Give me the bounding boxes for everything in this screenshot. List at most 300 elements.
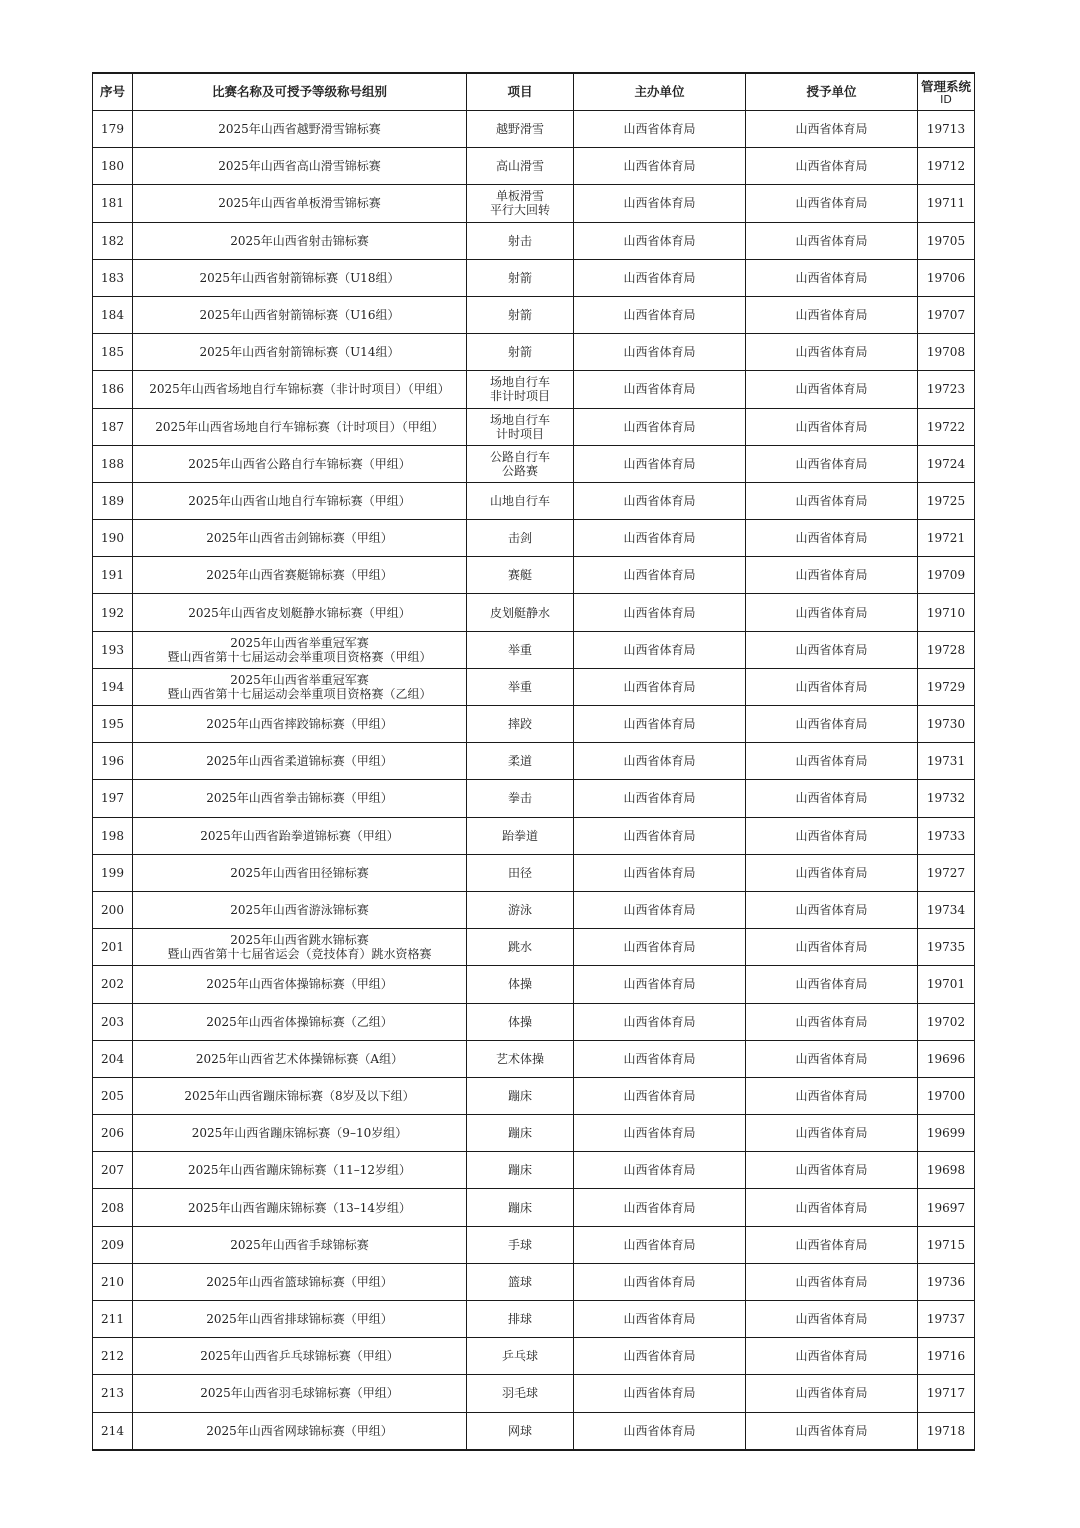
cell-system-id: 19737 bbox=[918, 1301, 975, 1338]
cell-name bbox=[133, 594, 467, 631]
cell-event bbox=[467, 1077, 574, 1114]
cell-event bbox=[467, 185, 574, 222]
cell-event-line: 排球 bbox=[507, 1312, 532, 1327]
cell-system-id: 19725 bbox=[918, 482, 975, 519]
cell-granter: 山西省体育局 bbox=[746, 222, 918, 259]
cell-name bbox=[133, 111, 467, 148]
cell-name bbox=[133, 1115, 467, 1152]
cell-seq: 180 bbox=[93, 148, 133, 185]
cell-host: 山西省体育局 bbox=[574, 371, 746, 408]
cell-event bbox=[467, 222, 574, 259]
cell-system-id: 19699 bbox=[918, 1115, 975, 1152]
cell-system-id: 19722 bbox=[918, 408, 975, 445]
cell-host: 山西省体育局 bbox=[574, 482, 746, 519]
cell-name bbox=[133, 1375, 467, 1412]
table-header bbox=[93, 73, 975, 111]
cell-name bbox=[133, 1338, 467, 1375]
cell-host: 山西省体育局 bbox=[574, 1077, 746, 1114]
cell-name-line: 2025年山西省射箭锦标赛（U18组） bbox=[199, 270, 400, 285]
cell-event-line: 赛艇 bbox=[507, 568, 532, 583]
cell-name bbox=[133, 706, 467, 743]
cell-name bbox=[133, 743, 467, 780]
cell-name bbox=[133, 1412, 467, 1450]
cell-seq: 203 bbox=[93, 1003, 133, 1040]
table-row bbox=[93, 111, 975, 148]
table-row bbox=[93, 1338, 975, 1375]
competition-table bbox=[92, 72, 975, 1451]
cell-name-line: 2025年山西省越野滑雪锦标赛 bbox=[218, 122, 381, 137]
cell-event bbox=[467, 259, 574, 296]
cell-name-line: 2025年山西省摔跤锦标赛（甲组） bbox=[206, 717, 393, 732]
cell-system-id: 19697 bbox=[918, 1189, 975, 1226]
cell-host: 山西省体育局 bbox=[574, 259, 746, 296]
cell-seq: 201 bbox=[93, 929, 133, 966]
cell-event-line: 单板滑雪 bbox=[495, 189, 544, 204]
cell-seq: 185 bbox=[93, 334, 133, 371]
cell-event-line: 体操 bbox=[507, 977, 532, 992]
header-system-id-line1: 管理系统 bbox=[920, 78, 971, 94]
cell-system-id: 19732 bbox=[918, 780, 975, 817]
cell-name-line: 2025年山西省蹦床锦标赛（8岁及以下组） bbox=[184, 1088, 415, 1103]
cell-granter: 山西省体育局 bbox=[746, 1263, 918, 1300]
cell-seq: 193 bbox=[93, 631, 133, 668]
cell-event-line: 蹦床 bbox=[507, 1163, 532, 1178]
table-row bbox=[93, 854, 975, 891]
cell-seq: 179 bbox=[93, 111, 133, 148]
cell-seq: 206 bbox=[93, 1115, 133, 1152]
cell-event bbox=[467, 594, 574, 631]
cell-seq: 207 bbox=[93, 1152, 133, 1189]
cell-event-line: 计时项目 bbox=[495, 426, 544, 441]
cell-host: 山西省体育局 bbox=[574, 594, 746, 631]
table-row bbox=[93, 631, 975, 668]
table-row bbox=[93, 1189, 975, 1226]
cell-system-id: 19729 bbox=[918, 668, 975, 705]
cell-host: 山西省体育局 bbox=[574, 929, 746, 966]
cell-granter: 山西省体育局 bbox=[746, 891, 918, 928]
cell-seq: 183 bbox=[93, 259, 133, 296]
cell-system-id: 19702 bbox=[918, 1003, 975, 1040]
cell-system-id: 19705 bbox=[918, 222, 975, 259]
cell-name bbox=[133, 1152, 467, 1189]
cell-name bbox=[133, 1040, 467, 1077]
cell-host: 山西省体育局 bbox=[574, 557, 746, 594]
cell-seq: 196 bbox=[93, 743, 133, 780]
header-name: 比赛名称及可授予等级称号组别 bbox=[133, 73, 467, 111]
cell-granter: 山西省体育局 bbox=[746, 706, 918, 743]
cell-event-line: 公路自行车 bbox=[489, 449, 550, 464]
cell-host: 山西省体育局 bbox=[574, 1226, 746, 1263]
cell-granter: 山西省体育局 bbox=[746, 966, 918, 1003]
cell-host: 山西省体育局 bbox=[574, 668, 746, 705]
table-row bbox=[93, 445, 975, 482]
cell-event bbox=[467, 780, 574, 817]
table-row bbox=[93, 594, 975, 631]
cell-name bbox=[133, 854, 467, 891]
cell-event bbox=[467, 1412, 574, 1450]
cell-system-id: 19706 bbox=[918, 259, 975, 296]
cell-event-line: 柔道 bbox=[507, 754, 532, 769]
header-system-id bbox=[918, 73, 975, 111]
cell-event bbox=[467, 296, 574, 333]
cell-seq: 186 bbox=[93, 371, 133, 408]
cell-event bbox=[467, 111, 574, 148]
cell-name-line: 2025年山西省蹦床锦标赛（9–10岁组） bbox=[191, 1126, 408, 1141]
cell-event-line: 篮球 bbox=[507, 1274, 532, 1289]
cell-name-line: 2025年山西省公路自行车锦标赛（甲组） bbox=[188, 456, 411, 471]
cell-event bbox=[467, 334, 574, 371]
table-row bbox=[93, 1375, 975, 1412]
cell-granter: 山西省体育局 bbox=[746, 631, 918, 668]
table-row bbox=[93, 1077, 975, 1114]
cell-system-id: 19731 bbox=[918, 743, 975, 780]
cell-event-line: 摔跤 bbox=[507, 717, 532, 732]
cell-event bbox=[467, 631, 574, 668]
cell-seq: 184 bbox=[93, 296, 133, 333]
cell-name-line: 暨山西省第十七届运动会举重项目资格赛（甲组） bbox=[167, 649, 432, 664]
cell-host: 山西省体育局 bbox=[574, 891, 746, 928]
cell-name bbox=[133, 408, 467, 445]
cell-name bbox=[133, 520, 467, 557]
cell-granter: 山西省体育局 bbox=[746, 296, 918, 333]
cell-system-id: 19696 bbox=[918, 1040, 975, 1077]
table-row bbox=[93, 185, 975, 222]
table-row bbox=[93, 408, 975, 445]
cell-event bbox=[467, 1189, 574, 1226]
table-row bbox=[93, 668, 975, 705]
cell-host: 山西省体育局 bbox=[574, 445, 746, 482]
table-row bbox=[93, 817, 975, 854]
table-row bbox=[93, 1301, 975, 1338]
cell-event-line: 跳水 bbox=[507, 940, 532, 955]
header-row bbox=[93, 73, 975, 111]
cell-host: 山西省体育局 bbox=[574, 706, 746, 743]
cell-granter: 山西省体育局 bbox=[746, 668, 918, 705]
cell-granter: 山西省体育局 bbox=[746, 259, 918, 296]
cell-host: 山西省体育局 bbox=[574, 966, 746, 1003]
cell-name-line: 2025年山西省蹦床锦标赛（11–12岁组） bbox=[187, 1163, 412, 1178]
cell-seq: 192 bbox=[93, 594, 133, 631]
cell-system-id: 19733 bbox=[918, 817, 975, 854]
cell-name-line: 2025年山西省游泳锦标赛 bbox=[230, 903, 369, 918]
cell-name bbox=[133, 668, 467, 705]
cell-host: 山西省体育局 bbox=[574, 817, 746, 854]
cell-seq: 197 bbox=[93, 780, 133, 817]
cell-name bbox=[133, 817, 467, 854]
cell-event bbox=[467, 482, 574, 519]
cell-event-line: 平行大回转 bbox=[489, 203, 550, 218]
table-row bbox=[93, 371, 975, 408]
cell-granter: 山西省体育局 bbox=[746, 148, 918, 185]
cell-system-id: 19711 bbox=[918, 185, 975, 222]
cell-seq: 190 bbox=[93, 520, 133, 557]
table-row bbox=[93, 780, 975, 817]
cell-name-line: 2025年山西省跆拳道锦标赛（甲组） bbox=[200, 828, 399, 843]
cell-event-line: 蹦床 bbox=[507, 1126, 532, 1141]
cell-system-id: 19708 bbox=[918, 334, 975, 371]
cell-system-id: 19716 bbox=[918, 1338, 975, 1375]
cell-host: 山西省体育局 bbox=[574, 185, 746, 222]
cell-name bbox=[133, 1077, 467, 1114]
table-row bbox=[93, 557, 975, 594]
cell-seq: 188 bbox=[93, 445, 133, 482]
cell-name bbox=[133, 482, 467, 519]
cell-granter: 山西省体育局 bbox=[746, 371, 918, 408]
cell-system-id: 19715 bbox=[918, 1226, 975, 1263]
cell-name bbox=[133, 296, 467, 333]
cell-granter: 山西省体育局 bbox=[746, 445, 918, 482]
table-row bbox=[93, 148, 975, 185]
cell-name bbox=[133, 445, 467, 482]
cell-granter: 山西省体育局 bbox=[746, 780, 918, 817]
cell-event bbox=[467, 891, 574, 928]
cell-host: 山西省体育局 bbox=[574, 296, 746, 333]
cell-system-id: 19724 bbox=[918, 445, 975, 482]
cell-name-line: 2025年山西省皮划艇静水锦标赛（甲组） bbox=[188, 605, 411, 620]
cell-event-line: 射击 bbox=[507, 233, 532, 248]
cell-system-id: 19728 bbox=[918, 631, 975, 668]
cell-name-line: 2025年山西省乒乓球锦标赛（甲组） bbox=[200, 1349, 399, 1364]
cell-name-line: 2025年山西省场地自行车锦标赛（计时项目）（甲组） bbox=[155, 419, 444, 434]
cell-host: 山西省体育局 bbox=[574, 780, 746, 817]
cell-host: 山西省体育局 bbox=[574, 148, 746, 185]
cell-seq: 199 bbox=[93, 854, 133, 891]
table-row bbox=[93, 222, 975, 259]
cell-seq: 202 bbox=[93, 966, 133, 1003]
cell-event-line: 场地自行车 bbox=[489, 412, 550, 427]
cell-host: 山西省体育局 bbox=[574, 1115, 746, 1152]
cell-host: 山西省体育局 bbox=[574, 1263, 746, 1300]
cell-name-line: 2025年山西省柔道锦标赛（甲组） bbox=[206, 754, 393, 769]
cell-event-line: 场地自行车 bbox=[489, 375, 550, 390]
table-row bbox=[93, 929, 975, 966]
cell-host: 山西省体育局 bbox=[574, 1189, 746, 1226]
cell-name-line: 暨山西省第十七届运动会举重项目资格赛（乙组） bbox=[167, 686, 432, 701]
cell-seq: 194 bbox=[93, 668, 133, 705]
cell-name bbox=[133, 1301, 467, 1338]
cell-granter: 山西省体育局 bbox=[746, 1338, 918, 1375]
cell-name bbox=[133, 631, 467, 668]
cell-granter: 山西省体育局 bbox=[746, 185, 918, 222]
cell-event bbox=[467, 148, 574, 185]
cell-granter: 山西省体育局 bbox=[746, 929, 918, 966]
cell-name-line: 2025年山西省篮球锦标赛（甲组） bbox=[206, 1274, 393, 1289]
cell-system-id: 19721 bbox=[918, 520, 975, 557]
cell-event bbox=[467, 1115, 574, 1152]
cell-granter: 山西省体育局 bbox=[746, 594, 918, 631]
cell-name bbox=[133, 371, 467, 408]
cell-event-line: 射箭 bbox=[507, 270, 532, 285]
table-row bbox=[93, 1412, 975, 1450]
cell-system-id: 19734 bbox=[918, 891, 975, 928]
cell-name-line: 2025年山西省射箭锦标赛（U16组） bbox=[199, 308, 400, 323]
cell-granter: 山西省体育局 bbox=[746, 854, 918, 891]
header-system-id-line2: ID bbox=[940, 92, 952, 106]
cell-event bbox=[467, 854, 574, 891]
table-row bbox=[93, 706, 975, 743]
cell-name-line: 暨山西省第十七届省运会（竞技体育）跳水资格赛 bbox=[167, 947, 432, 962]
cell-name-line: 2025年山西省拳击锦标赛（甲组） bbox=[206, 791, 393, 806]
cell-granter: 山西省体育局 bbox=[746, 1077, 918, 1114]
cell-seq: 209 bbox=[93, 1226, 133, 1263]
cell-name bbox=[133, 891, 467, 928]
cell-event-line: 山地自行车 bbox=[489, 493, 550, 508]
cell-host: 山西省体育局 bbox=[574, 1375, 746, 1412]
cell-name bbox=[133, 780, 467, 817]
cell-host: 山西省体育局 bbox=[574, 631, 746, 668]
cell-name bbox=[133, 929, 467, 966]
cell-event bbox=[467, 1263, 574, 1300]
cell-granter: 山西省体育局 bbox=[746, 557, 918, 594]
table-row bbox=[93, 1263, 975, 1300]
cell-seq: 198 bbox=[93, 817, 133, 854]
cell-event-line: 蹦床 bbox=[507, 1200, 532, 1215]
cell-event-line: 射箭 bbox=[507, 308, 532, 323]
cell-seq: 182 bbox=[93, 222, 133, 259]
cell-name-line: 2025年山西省蹦床锦标赛（13–14岁组） bbox=[187, 1200, 412, 1215]
cell-system-id: 19717 bbox=[918, 1375, 975, 1412]
cell-granter: 山西省体育局 bbox=[746, 1412, 918, 1450]
table-row bbox=[93, 259, 975, 296]
cell-name-line: 2025年山西省击剑锦标赛（甲组） bbox=[206, 531, 393, 546]
cell-name bbox=[133, 222, 467, 259]
cell-event-line: 跆拳道 bbox=[501, 828, 538, 843]
cell-event bbox=[467, 929, 574, 966]
cell-event bbox=[467, 743, 574, 780]
cell-system-id: 19701 bbox=[918, 966, 975, 1003]
cell-name-line: 2025年山西省射箭锦标赛（U14组） bbox=[199, 345, 400, 360]
cell-event-line: 拳击 bbox=[507, 791, 532, 806]
cell-event bbox=[467, 1301, 574, 1338]
cell-name bbox=[133, 1003, 467, 1040]
cell-event-line: 非计时项目 bbox=[489, 389, 550, 404]
cell-granter: 山西省体育局 bbox=[746, 1301, 918, 1338]
cell-granter: 山西省体育局 bbox=[746, 408, 918, 445]
cell-system-id: 19723 bbox=[918, 371, 975, 408]
cell-system-id: 19735 bbox=[918, 929, 975, 966]
cell-name bbox=[133, 557, 467, 594]
table-row bbox=[93, 1115, 975, 1152]
cell-event bbox=[467, 520, 574, 557]
cell-event-line: 高山滑雪 bbox=[495, 159, 544, 174]
cell-seq: 211 bbox=[93, 1301, 133, 1338]
header-host: 主办单位 bbox=[574, 73, 746, 111]
table-row bbox=[93, 743, 975, 780]
cell-host: 山西省体育局 bbox=[574, 854, 746, 891]
table-row bbox=[93, 966, 975, 1003]
cell-granter: 山西省体育局 bbox=[746, 743, 918, 780]
cell-name-line: 2025年山西省单板滑雪锦标赛 bbox=[218, 196, 381, 211]
cell-granter: 山西省体育局 bbox=[746, 1189, 918, 1226]
cell-event-line: 公路赛 bbox=[501, 463, 538, 478]
cell-event-line: 击剑 bbox=[507, 531, 532, 546]
cell-system-id: 19727 bbox=[918, 854, 975, 891]
cell-event bbox=[467, 817, 574, 854]
cell-granter: 山西省体育局 bbox=[746, 817, 918, 854]
cell-event bbox=[467, 706, 574, 743]
cell-name bbox=[133, 1189, 467, 1226]
cell-granter: 山西省体育局 bbox=[746, 334, 918, 371]
cell-granter: 山西省体育局 bbox=[746, 520, 918, 557]
cell-host: 山西省体育局 bbox=[574, 1412, 746, 1450]
header-granter: 授予单位 bbox=[746, 73, 918, 111]
cell-event bbox=[467, 557, 574, 594]
cell-event bbox=[467, 408, 574, 445]
cell-seq: 210 bbox=[93, 1263, 133, 1300]
cell-name-line: 2025年山西省山地自行车锦标赛（甲组） bbox=[188, 493, 411, 508]
cell-system-id: 19736 bbox=[918, 1263, 975, 1300]
cell-event-line: 射箭 bbox=[507, 345, 532, 360]
cell-system-id: 19712 bbox=[918, 148, 975, 185]
cell-name-line: 2025年山西省体操锦标赛（甲组） bbox=[206, 977, 393, 992]
cell-event bbox=[467, 1152, 574, 1189]
cell-name-line: 2025年山西省网球锦标赛（甲组） bbox=[206, 1423, 393, 1438]
cell-event-line: 羽毛球 bbox=[501, 1386, 538, 1401]
table-row bbox=[93, 520, 975, 557]
cell-name bbox=[133, 334, 467, 371]
cell-name-line: 2025年山西省高山滑雪锦标赛 bbox=[218, 159, 381, 174]
cell-name bbox=[133, 1263, 467, 1300]
cell-event bbox=[467, 371, 574, 408]
table-body bbox=[93, 111, 975, 1450]
cell-seq: 191 bbox=[93, 557, 133, 594]
cell-host: 山西省体育局 bbox=[574, 1152, 746, 1189]
cell-name-line: 2025年山西省赛艇锦标赛（甲组） bbox=[206, 568, 393, 583]
cell-seq: 212 bbox=[93, 1338, 133, 1375]
cell-name bbox=[133, 185, 467, 222]
cell-system-id: 19710 bbox=[918, 594, 975, 631]
cell-event bbox=[467, 1375, 574, 1412]
cell-seq: 213 bbox=[93, 1375, 133, 1412]
table-row bbox=[93, 1226, 975, 1263]
cell-host: 山西省体育局 bbox=[574, 111, 746, 148]
cell-system-id: 19707 bbox=[918, 296, 975, 333]
cell-granter: 山西省体育局 bbox=[746, 1375, 918, 1412]
cell-event bbox=[467, 1003, 574, 1040]
cell-granter: 山西省体育局 bbox=[746, 111, 918, 148]
cell-event bbox=[467, 1040, 574, 1077]
cell-name-line: 2025年山西省田径锦标赛 bbox=[230, 865, 369, 880]
cell-name-line: 2025年山西省艺术体操锦标赛（A组） bbox=[195, 1051, 404, 1066]
cell-event-line: 田径 bbox=[507, 865, 532, 880]
cell-name-line: 2025年山西省跳水锦标赛 bbox=[230, 933, 369, 948]
cell-host: 山西省体育局 bbox=[574, 1338, 746, 1375]
cell-name bbox=[133, 259, 467, 296]
cell-name-line: 2025年山西省羽毛球锦标赛（甲组） bbox=[200, 1386, 399, 1401]
cell-name bbox=[133, 966, 467, 1003]
cell-seq: 200 bbox=[93, 891, 133, 928]
cell-system-id: 19730 bbox=[918, 706, 975, 743]
cell-name-line: 2025年山西省场地自行车锦标赛（非计时项目）（甲组） bbox=[149, 382, 450, 397]
cell-event-line: 举重 bbox=[507, 642, 532, 657]
cell-event-line: 艺术体操 bbox=[495, 1051, 544, 1066]
cell-event-line: 乒乓球 bbox=[501, 1349, 538, 1364]
table-row bbox=[93, 482, 975, 519]
cell-system-id: 19709 bbox=[918, 557, 975, 594]
cell-event bbox=[467, 668, 574, 705]
cell-event bbox=[467, 1338, 574, 1375]
cell-name-line: 2025年山西省射击锦标赛 bbox=[230, 233, 369, 248]
cell-system-id: 19700 bbox=[918, 1077, 975, 1114]
cell-host: 山西省体育局 bbox=[574, 1040, 746, 1077]
header-seq: 序号 bbox=[93, 73, 133, 111]
cell-seq: 205 bbox=[93, 1077, 133, 1114]
cell-event bbox=[467, 445, 574, 482]
cell-name-line: 2025年山西省体操锦标赛（乙组） bbox=[206, 1014, 393, 1029]
cell-system-id: 19713 bbox=[918, 111, 975, 148]
cell-event-line: 网球 bbox=[507, 1423, 532, 1438]
cell-name bbox=[133, 1226, 467, 1263]
